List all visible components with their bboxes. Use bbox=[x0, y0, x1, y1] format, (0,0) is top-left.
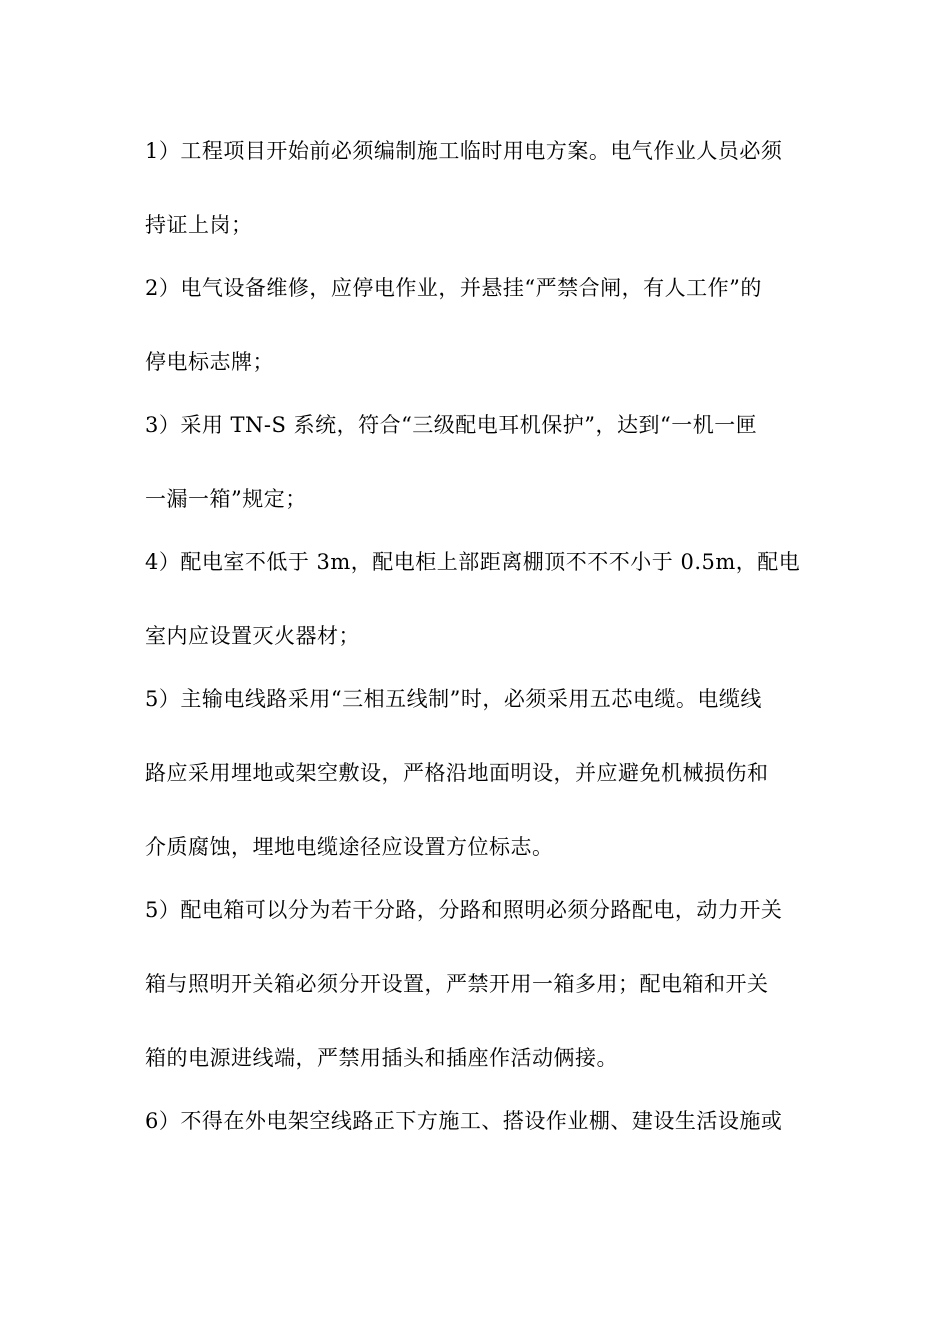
text-line: 路应采用埋地或架空敷设，严格沿地面明设，并应避免机械损伤和 bbox=[145, 761, 769, 785]
text-line: 介质腐蚀，埋地电缆途径应设置方位标志。 bbox=[145, 835, 554, 859]
text-line: 6）不得在外电架空线路正下方施工、搭设作业棚、建设生活设施或 bbox=[145, 1109, 783, 1133]
text-line: 1）工程项目开始前必须编制施工临时用电方案。电气作业人员必须 bbox=[145, 139, 783, 163]
text-line: 室内应设置灭火器材； bbox=[145, 624, 360, 648]
text-line: 箱与照明开关箱必须分开设置，严禁开用一箱多用；配电箱和开关 bbox=[145, 972, 769, 996]
text-line: 持证上岗； bbox=[145, 213, 253, 237]
text-line: 停电标志牌； bbox=[145, 350, 274, 374]
text-line: 5）主输电线路采用“三相五线制”时，必须采用五芯电缆。电缆线 bbox=[145, 687, 762, 711]
text-line: 一漏一箱”规定； bbox=[145, 487, 307, 511]
text-line: 3）采用 TN-S 系统，符合“三级配电耳机保护”，达到“一机一匣 bbox=[145, 413, 758, 437]
text-line: 箱的电源进线端，严禁用插头和插座作活动俩接。 bbox=[145, 1046, 618, 1070]
text-line: 2）电气设备维修，应停电作业，并悬挂“严禁合闸，有人工作”的 bbox=[145, 276, 762, 300]
text-line: 4）配电室不低于 3m，配电柜上部距离棚顶不不不小于 0.5m，配电 bbox=[145, 550, 801, 574]
text-line: 5）配电箱可以分为若干分路，分路和照明必须分路配电，动力开关 bbox=[145, 898, 783, 922]
